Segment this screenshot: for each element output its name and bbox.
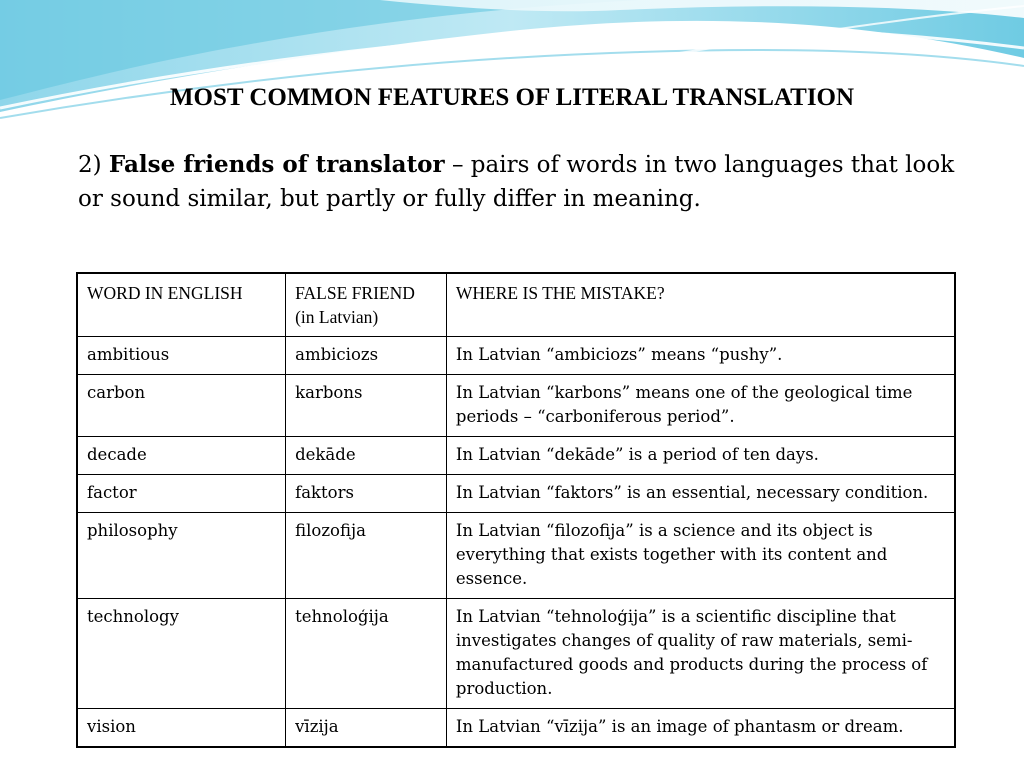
table-row	[77, 599, 955, 709]
cell-english-word: carbon	[77, 375, 286, 437]
cell-latvian-word: dekāde	[286, 437, 447, 475]
cell-english-word: factor	[77, 475, 286, 513]
table-row	[77, 337, 955, 375]
cell-explanation: In Latvian “karbons” means one of the geological time periods – “carboniferous period”.	[446, 375, 955, 437]
intro-paragraph	[78, 148, 958, 216]
cell-latvian-word: vīzija	[286, 709, 447, 748]
cell-english-word: philosophy	[77, 513, 286, 599]
table-row	[77, 437, 955, 475]
slide-title: MOST COMMON FEATURES OF LITERAL TRANSLATION	[169, 84, 855, 111]
intro-number: 2)	[78, 152, 109, 178]
cell-english-word: vision	[77, 709, 286, 748]
header-false-friend: FALSE FRIEND (in Latvian)	[286, 273, 447, 337]
table-header-row	[77, 273, 955, 337]
cell-explanation: In Latvian “vīzija” is an image of phantasm or dream.	[446, 709, 955, 748]
cell-explanation: In Latvian “dekāde” is a period of ten days.	[446, 437, 955, 475]
header-where-is-mistake: WHERE IS THE MISTAKE?	[446, 273, 955, 337]
header-word-in-english: WORD IN ENGLISH	[77, 273, 286, 337]
table-row	[77, 709, 955, 748]
table-row	[77, 475, 955, 513]
intro-term: False friends of translator	[108, 151, 445, 178]
false-friends-table	[76, 272, 956, 748]
intro-definition: – pairs of words in two languages that look or sound similar, but partly or fully differ in meaning.	[78, 152, 955, 212]
cell-latvian-word: karbons	[286, 375, 447, 437]
cell-latvian-word: tehnoloģija	[286, 599, 447, 709]
cell-explanation: In Latvian “tehnoloģija” is a scientific discipline that investigates changes of quality of raw materials, semi-manufactured goods and products during the process of production.	[446, 599, 955, 709]
cell-explanation: In Latvian “faktors” is an essential, necessary condition.	[446, 475, 955, 513]
cell-english-word: technology	[77, 599, 286, 709]
cell-latvian-word: faktors	[286, 475, 447, 513]
cell-latvian-word: ambiciozs	[286, 337, 447, 375]
false-friends-table-container	[76, 272, 956, 748]
table-row	[77, 513, 955, 599]
cell-explanation: In Latvian “filozofija” is a science and its object is everything that exists together with its content and essence.	[446, 513, 955, 599]
cell-english-word: ambitious	[77, 337, 286, 375]
cell-latvian-word: filozofija	[286, 513, 447, 599]
cell-explanation: In Latvian “ambiciozs” means “pushy”.	[446, 337, 955, 375]
table-row	[77, 375, 955, 437]
cell-english-word: decade	[77, 437, 286, 475]
